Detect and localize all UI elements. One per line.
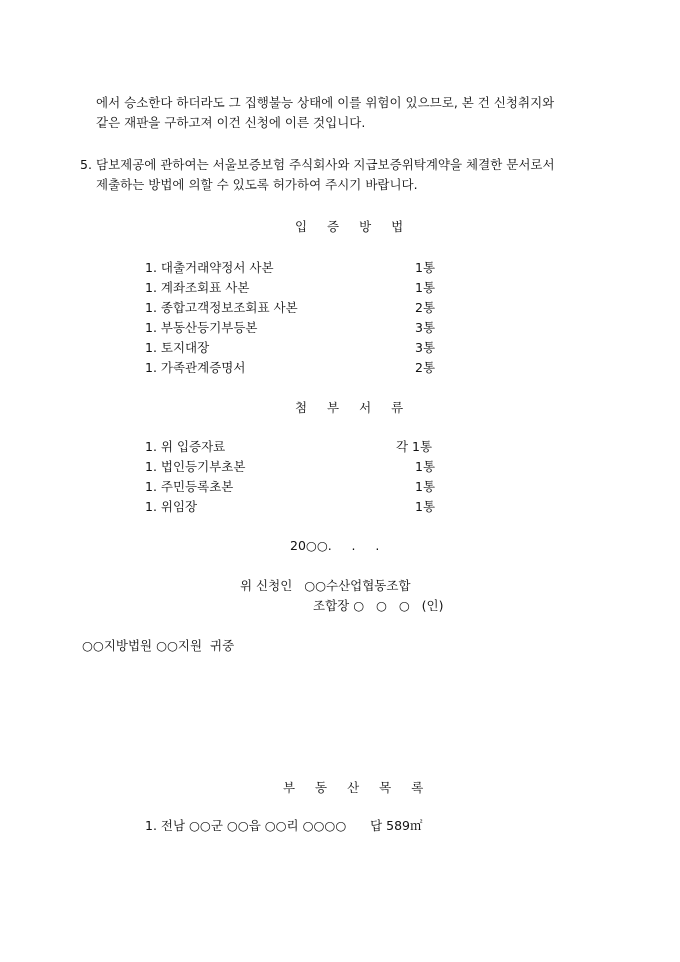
paragraph-continuation-line-1: 에서 승소한다 하더라도 그 집행불능 상태에 이를 위험이 있으므로, 본 건 신청취지와 xyxy=(96,95,555,110)
evidence-item-label: 1. 계좌조회표 사본 xyxy=(145,280,250,295)
attachment-item-label: 1. 법인등기부초본 xyxy=(145,459,246,474)
attachment-item-qty: 1통 xyxy=(415,459,436,474)
evidence-item-qty: 3통 xyxy=(415,340,436,355)
property-item: 1. 전남 ○○군 ○○읍 ○○리 ○○○○ 답 589㎡ xyxy=(145,818,423,833)
evidence-item-label: 1. 부동산등기부등본 xyxy=(145,320,258,335)
evidence-item-qty: 2통 xyxy=(415,300,436,315)
attachment-item-qty: 1통 xyxy=(415,499,436,514)
evidence-item-qty: 2통 xyxy=(415,360,436,375)
paragraph-5-line-1: 담보제공에 관하여는 서울보증보험 주식회사와 지급보증위탁계약을 체결한 문서로서 xyxy=(96,157,555,172)
court-addressee: ○○지방법원 ○○지원 귀중 xyxy=(82,638,235,653)
evidence-item-qty: 3통 xyxy=(415,320,436,335)
evidence-item-label: 1. 종합고객정보조회표 사본 xyxy=(145,300,298,315)
evidence-item-qty: 1통 xyxy=(415,260,436,275)
evidence-item-qty: 1통 xyxy=(415,280,436,295)
attachment-item-label: 1. 위임장 xyxy=(145,499,198,514)
paragraph-continuation-line-2: 같은 재판을 구하고져 이건 신청에 이른 것입니다. xyxy=(96,115,366,130)
evidence-item-label: 1. 토지대장 xyxy=(145,340,210,355)
attachment-item-qty: 1통 xyxy=(415,479,436,494)
attachment-item-qty: 각 1통 xyxy=(396,439,433,454)
evidence-item-label: 1. 대출거래약정서 사본 xyxy=(145,260,274,275)
attachments-section-title: 첨 부 서 류 xyxy=(295,400,412,415)
paragraph-5-line-2: 제출하는 방법에 의할 수 있도록 허가하여 주시기 바랍니다. xyxy=(96,177,418,192)
applicant-representative-line: 조합장 ○ ○ ○ (인) xyxy=(313,598,444,613)
attachment-item-label: 1. 주민등록초본 xyxy=(145,479,234,494)
attachment-item-label: 1. 위 입증자료 xyxy=(145,439,226,454)
property-list-title: 부 동 산 목 록 xyxy=(283,780,432,795)
evidence-item-label: 1. 가족관계증명서 xyxy=(145,360,246,375)
document-date: 20○○. . . xyxy=(290,538,380,553)
evidence-section-title: 입 증 방 법 xyxy=(295,219,412,234)
paragraph-5-number: 5. xyxy=(80,157,92,172)
applicant-line: 위 신청인 ○○수산업협동조합 xyxy=(240,578,411,593)
